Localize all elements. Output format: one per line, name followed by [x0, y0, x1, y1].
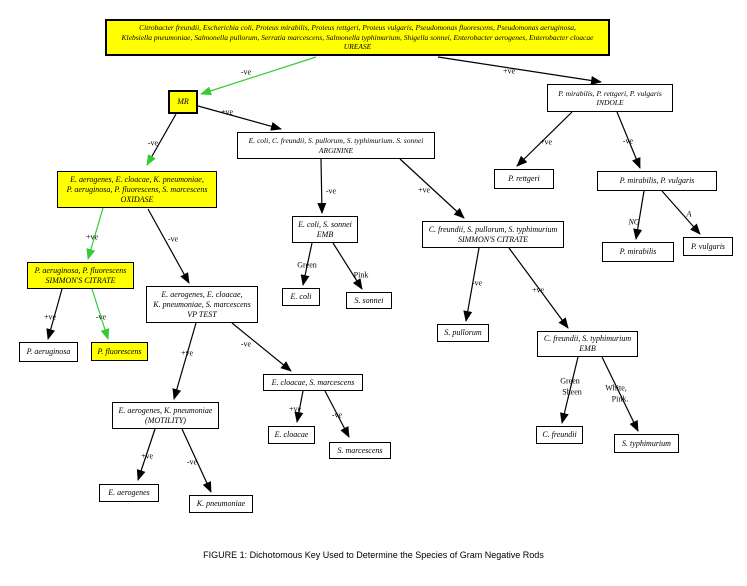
- node-motility: [112, 402, 219, 429]
- node-e-cloacae-line-0: E. cloacae: [274, 430, 309, 439]
- node-s-marcescens: [329, 442, 391, 459]
- edge-label-indole-pmpv: -ve: [622, 136, 634, 146]
- node-vp-test-line-2: VP TEST: [187, 309, 217, 319]
- node-motility-line-0: E. aerogenes, K. pneumoniae: [118, 405, 213, 415]
- edge-label-pmpv-mirabilis: NG: [628, 217, 640, 227]
- node-s-pullorum-line-0: S. pullorum: [444, 328, 482, 337]
- node-p-aeruginosa: [19, 342, 78, 362]
- node-e-aerogenes-line-0: E. aerogenes: [108, 488, 150, 497]
- node-oxidase: [57, 171, 217, 208]
- node-indole: [547, 84, 673, 112]
- node-e-coli-line-0: E. coli: [290, 292, 312, 301]
- node-pm-pv: [597, 171, 717, 191]
- node-s-typhimurium: [614, 434, 679, 453]
- node-p-vulgaris-line-0: P. vulgaris: [690, 241, 726, 251]
- edge-pmpv-mirabilis: [636, 191, 644, 239]
- node-e-aerogenes: [99, 484, 159, 502]
- node-cfst-emb: [537, 331, 638, 357]
- node-p-aeruginosa-line-0: P. aeruginosa: [26, 347, 71, 356]
- edge-vp-motility: [174, 323, 196, 399]
- node-p-fluorescens-line-0: P. fluorescens: [97, 346, 142, 356]
- node-cfspst-citrate-line-1: SIMMON'S CITRATE: [457, 234, 529, 244]
- node-pm-pv-line-0: P. mirabilis, P. vulgaris: [619, 176, 695, 185]
- edge-label-indole-rettgeri: +ve: [539, 137, 553, 147]
- node-indole-line-0: P. mirabilis, P. rettgeri, P. vulgaris: [558, 88, 662, 98]
- node-p-mirabilis-line-0: P. mirabilis: [619, 247, 657, 256]
- edge-root-indole: [438, 57, 601, 82]
- edge-label-oxidase-papfcitrate: +ve: [85, 232, 99, 242]
- edge-label-root-indole: +ve: [502, 66, 516, 76]
- node-motility-line-1: (MOTILITY): [145, 415, 186, 425]
- node-p-vulgaris: [683, 237, 733, 256]
- edge-label-cfstemb-freundii-1: Sheen: [562, 387, 582, 397]
- edge-pmpv-vulgaris: [662, 191, 700, 234]
- node-papf-citrate: [27, 262, 134, 289]
- edge-label-vp-motility: +ve: [180, 348, 194, 358]
- node-mr-line-0: MR: [177, 97, 189, 106]
- edge-label-arginine-citrate: +ve: [417, 185, 431, 195]
- node-indole-line-1: INDOLE: [596, 98, 624, 107]
- edge-label-root-mr: -ve: [240, 67, 252, 77]
- edge-mr-arginine: [198, 106, 281, 129]
- node-c-freundii: [536, 426, 583, 444]
- node-vp-test-line-0: E. aerogenes, E. cloacae,: [161, 289, 243, 299]
- edge-label-motility-pneumoniae: -ve: [186, 457, 198, 467]
- edge-label-ecsm-cloacae: +ve: [288, 404, 302, 414]
- node-arginine-line-0: E. coli, C. freundii, S. pullorum, S. typhimurium. S. sonnei: [248, 136, 424, 146]
- edge-label-citrate-cfstemb: +ve: [531, 285, 545, 295]
- edge-arginine-citrate: [400, 159, 464, 218]
- edge-label-oxidase-vp: -ve: [167, 234, 179, 244]
- node-s-typhimurium-line-0: S. typhimurium: [622, 438, 671, 448]
- node-s-marcescens-line-0: S. marcescens: [337, 445, 383, 455]
- figure-caption: FIGURE 1: Dichotomous Key Used to Determine the Species of Gram Negative Rods: [203, 550, 544, 560]
- edge-label-ecsm-marcescens: -ve: [331, 410, 343, 420]
- node-cfspst-citrate-line-0: C. freundii, S. pullorum, S. typhimurium: [428, 224, 558, 234]
- node-e-coli: [282, 288, 320, 306]
- node-arginine-line-1: ARGININE: [318, 145, 354, 155]
- node-cfspst-citrate: [422, 221, 564, 248]
- edge-label-motility-aerogenes: +ve: [140, 451, 154, 461]
- node-oxidase-line-0: E. aerogenes, E. cloacae, K. pneumoniae,: [70, 174, 204, 184]
- node-ecsm: [263, 374, 363, 391]
- node-p-fluorescens: [91, 342, 148, 361]
- node-p-rettgeri-line-0: P. rettgeri: [508, 174, 540, 183]
- node-root-line-0: Citrobacter freundii, Escherichia coli, Proteus mirabilis, Proteus rettgeri, Proteus vulgaris, Pseudomonas fluorescens, Pseudomonas aeruginosa,: [139, 23, 576, 33]
- node-c-freundii-line-0: C. freundii: [542, 430, 577, 439]
- node-k-pneumoniae: [189, 495, 253, 513]
- node-root-line-2: UREASE: [343, 42, 372, 52]
- node-ecss-emb-line-0: E. coli, S. sonnei: [298, 219, 352, 229]
- node-e-cloacae: [268, 426, 315, 444]
- edge-label-emb-sonnei: Pink: [353, 270, 369, 280]
- node-p-rettgeri: [494, 169, 554, 189]
- node-root-line-1: Klebsiella pneumoniae, Salmonella pullorum, Serratia marcescens, Salmonella typhimurium, Shigella sonnei, Enterobacter aerogenes, Enterobacter cloacae: [121, 32, 594, 42]
- edge-label-papf-fluorescens: -ve: [95, 312, 107, 322]
- edge-label-emb-ecoli: Green: [297, 260, 317, 270]
- node-s-pullorum: [437, 324, 489, 342]
- edge-root-mr: [201, 57, 316, 94]
- node-ecss-emb-line-1: EMB: [316, 229, 334, 239]
- node-root: [105, 19, 610, 56]
- node-mr: [168, 90, 198, 114]
- edge-label-cfstemb-typhimurium: White,: [605, 383, 627, 393]
- edge-label-vp-ecsm: -ve: [240, 339, 252, 349]
- node-vp-test-line-1: K. pneumoniae, S. marcescens: [153, 299, 251, 309]
- node-ecsm-line-0: E. cloacae, S. marcescens: [271, 377, 355, 387]
- edge-label-mr-oxidase: -ve: [147, 138, 159, 148]
- edge-label-mr-arginine: +ve: [220, 107, 234, 117]
- node-oxidase-line-2: OXIDASE: [120, 194, 154, 204]
- node-s-sonnei-line-0: S. sonnei: [354, 295, 384, 305]
- edge-oxidase-vp: [148, 209, 189, 283]
- node-papf-citrate-line-1: SIMMON'S CITRATE: [45, 275, 116, 285]
- node-p-mirabilis: [602, 242, 674, 262]
- edge-label-cfstemb-typhimurium-1: Pink.: [611, 394, 629, 404]
- node-vp-test: [146, 286, 258, 323]
- node-cfst-emb-line-0: C. freundii, S. typhimurium: [543, 334, 632, 343]
- edge-emb-sonnei: [333, 243, 362, 289]
- edge-label-citrate-pullorum: -ve: [471, 278, 483, 288]
- node-cfst-emb-line-1: EMB: [579, 344, 596, 353]
- edge-label-pmpv-vulgaris: A: [686, 209, 692, 219]
- edge-label-cfstemb-freundii: Green: [560, 376, 580, 386]
- node-ecss-emb: [292, 216, 358, 243]
- edge-arginine-emb: [321, 159, 322, 213]
- node-oxidase-line-1: P. aeruginosa, P. fluorescens, S. marcescens: [66, 184, 208, 194]
- edge-label-papf-aeruginosa: +ve: [43, 312, 57, 322]
- node-papf-citrate-line-0: P. aeruginosa, P. fluorescens: [34, 265, 127, 275]
- node-k-pneumoniae-line-0: K. pneumoniae: [196, 499, 246, 508]
- edge-label-arginine-emb: -ve: [325, 186, 337, 196]
- node-s-sonnei: [346, 292, 392, 309]
- node-arginine: [237, 132, 435, 159]
